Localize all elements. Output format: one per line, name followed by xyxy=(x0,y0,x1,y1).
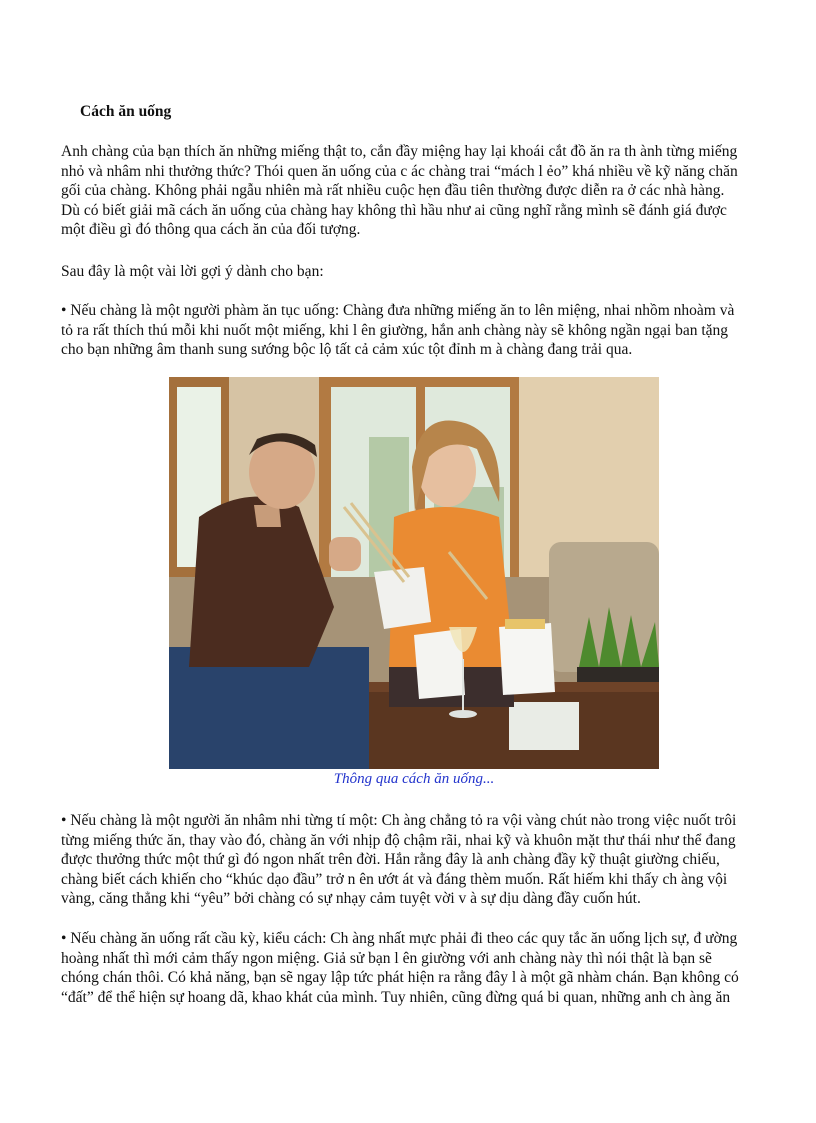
text-line: gối của chàng. Không phải ngẫu nhiên mà rất nhiều cuộc hẹn đầu tiên thường được diễn ra ở các nhà hàng. xyxy=(61,182,725,200)
image-caption: Thông qua cách ăn uống... xyxy=(333,771,495,787)
bullet-paragraph-fussy-eater xyxy=(61,929,761,1007)
text-line: chóng chán thôi. Có khả năng, bạn sẽ ngay lập tức phát hiện ra rằng đây l à một gã nhàm chán. Bạn không có xyxy=(61,969,739,987)
intro-paragraph xyxy=(61,142,761,240)
text-line: Dù có biết giải mã cách ăn uống của chàng hay không thì hầu như ai cũng nghĩ rằng mình sẽ đánh giá được xyxy=(61,201,727,219)
suggestion-intro xyxy=(61,262,761,282)
text-line: Sau đây là một vài lời gợi ý dành cho bạn: xyxy=(61,263,324,280)
text-line: nhỏ và nhâm nhi thưởng thức? Thói quen ăn uống của c ác chàng trai “mách l ẻo” khá nhiều về kỹ năng chăn xyxy=(61,162,738,180)
text-line: • Nếu chàng ăn uống rất cầu kỳ, kiểu cách: Ch àng nhất mực phải đi theo các quy tắc ăn uống lịch sự, đ ường xyxy=(61,930,738,947)
text-line: Anh chàng của bạn thích ăn những miếng thật to, cắn đầy miệng hay lại khoái cắt đồ ăn ra th ành từng miếng xyxy=(61,143,738,160)
text-line: • Nếu chàng là một người ăn nhâm nhi từng tí một: Ch àng chẳng tỏ ra vội vàng chút nào trong việc nuốt trôi xyxy=(61,812,737,829)
text-line: cho bạn những âm thanh sung sướng bộc lộ tất cả cảm xúc tột đỉnh m à chàng đang trải qua. xyxy=(61,341,633,359)
section-heading: Cách ăn uống xyxy=(80,103,172,120)
text-line: một điều gì đó thông qua cách ăn của đối tượng. xyxy=(61,221,361,239)
text-line: tỏ ra rất thích thú mỗi khi nuốt một miếng, khi l ên giường, hắn anh chàng này sẽ không ngần ngại ban tặng xyxy=(61,321,729,339)
text-line: hoàng nhất thì mới cảm thấy ngon miệng. Giả sử bạn l ên giường với anh chàng này thì nói thật là bạn sẽ xyxy=(61,949,712,967)
bullet-paragraph-slow-eater xyxy=(61,811,761,909)
text-line: • Nếu chàng là một người phàm ăn tục uống: Chàng đưa những miếng ăn to lên miệng, nhai nhồm nhoàm và xyxy=(61,302,735,319)
text-line: “đất” để thể hiện sự hoang dã, khao khát của mình. Tuy nhiên, cũng đừng quá bi quan, những anh ch àng ăn xyxy=(61,988,731,1006)
bullet-paragraph-glutton xyxy=(61,301,761,360)
couple-eating-photo xyxy=(169,377,659,769)
text-line: được thưởng thức một thứ gì đó ngon nhất trên đời. Hắn rằng đây là anh chàng đầy kỹ thuật giường chiếu, xyxy=(61,851,720,869)
text-line: từng miếng thức ăn, thay vào đó, chàng ăn với nhịp độ chậm rãi, nhai kỹ và khuôn mặt thư thái như thể đang xyxy=(61,831,736,849)
text-line: vàng, căng thẳng khi “yêu” bởi chàng có sự nhạy cảm tuyệt vời v à sự dịu dàng đầy cuốn hút. xyxy=(61,890,641,908)
text-line: chàng biết cách khiến cho “khúc dạo đầu” trở n ên ướt át và đáng thèm muốn. Rất hiếm khi thấy ch àng vội xyxy=(61,870,728,888)
